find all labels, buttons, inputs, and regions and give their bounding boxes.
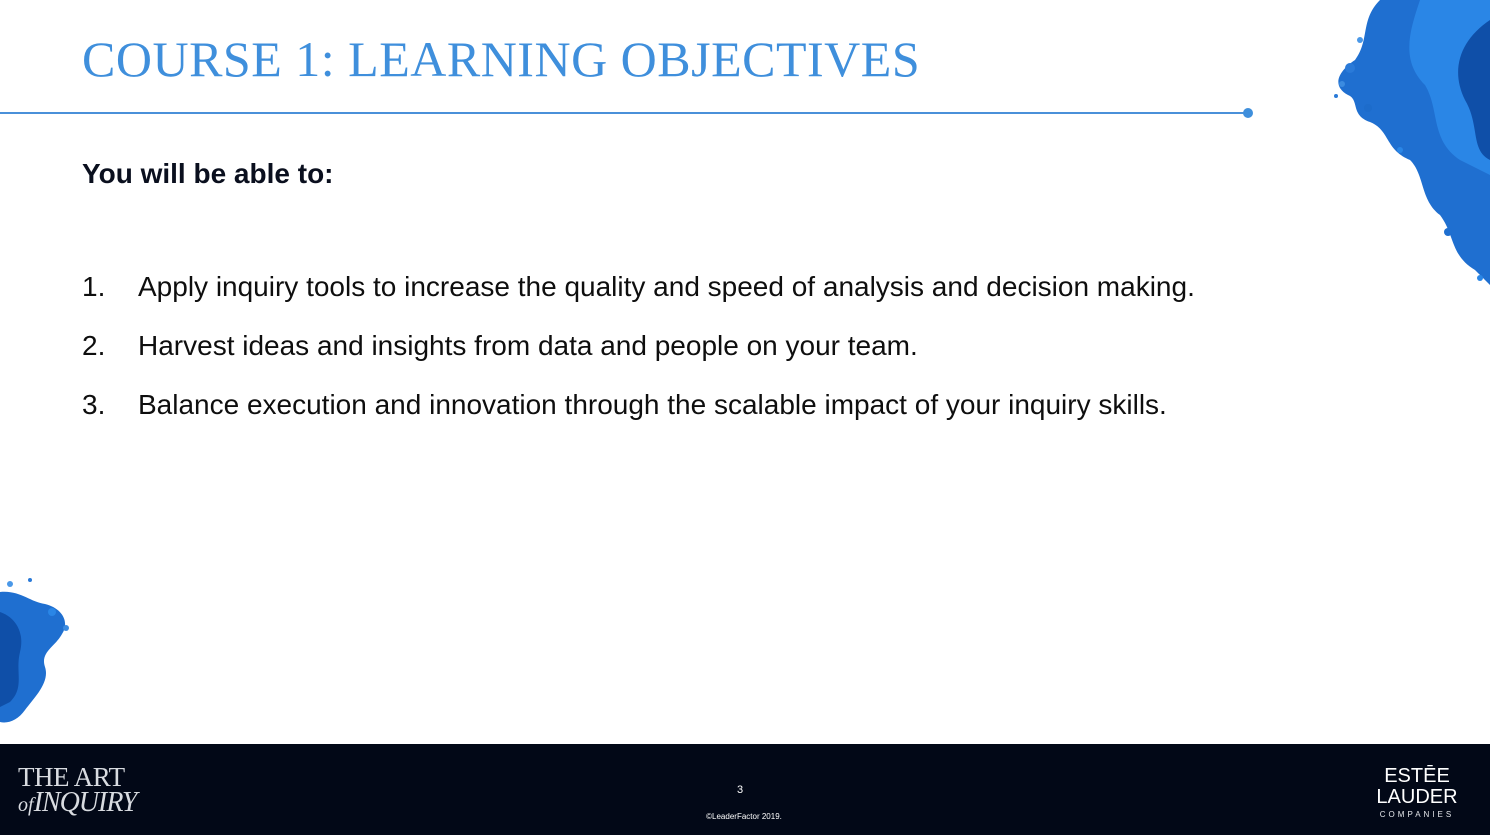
logo-line-1: THE ART — [18, 762, 125, 792]
blue-powder-decoration-bottom-left — [0, 572, 80, 732]
logo-companies: COMPANIES — [1379, 810, 1455, 819]
objective-text: Harvest ideas and insights from data and people on your team. — [138, 330, 918, 361]
divider-dot — [1243, 108, 1253, 118]
objective-text: Apply inquiry tools to increase the quality and speed of analysis and decision making. — [138, 271, 1195, 302]
blue-powder-decoration-top-right — [1330, 0, 1490, 290]
logo-lauder: LAUDER — [1376, 786, 1458, 808]
objective-number: 2. — [82, 330, 106, 361]
objectives-intro: You will be able to: — [82, 158, 334, 189]
page-number: 3 — [736, 784, 744, 796]
objective-number: 1. — [82, 271, 106, 302]
logo-inquiry: INQUIRY — [33, 787, 137, 818]
logo-of: of — [18, 794, 34, 816]
objective-number: 3. — [82, 389, 106, 420]
title-divider — [0, 112, 1248, 114]
slide-title: COURSE 1: LEARNING OBJECTIVES — [82, 31, 921, 87]
objective-text: Balance execution and innovation through the scalable impact of your inquiry skills. — [138, 389, 1167, 420]
copyright-notice: ©LeaderFactor 2019. — [706, 812, 782, 821]
footer-bar — [0, 744, 1490, 835]
logo-estee: ESTĒE — [1384, 765, 1450, 787]
logo-line-2 — [18, 787, 137, 820]
estee-lauder-logo — [1366, 766, 1468, 819]
art-of-inquiry-logo — [18, 764, 137, 820]
